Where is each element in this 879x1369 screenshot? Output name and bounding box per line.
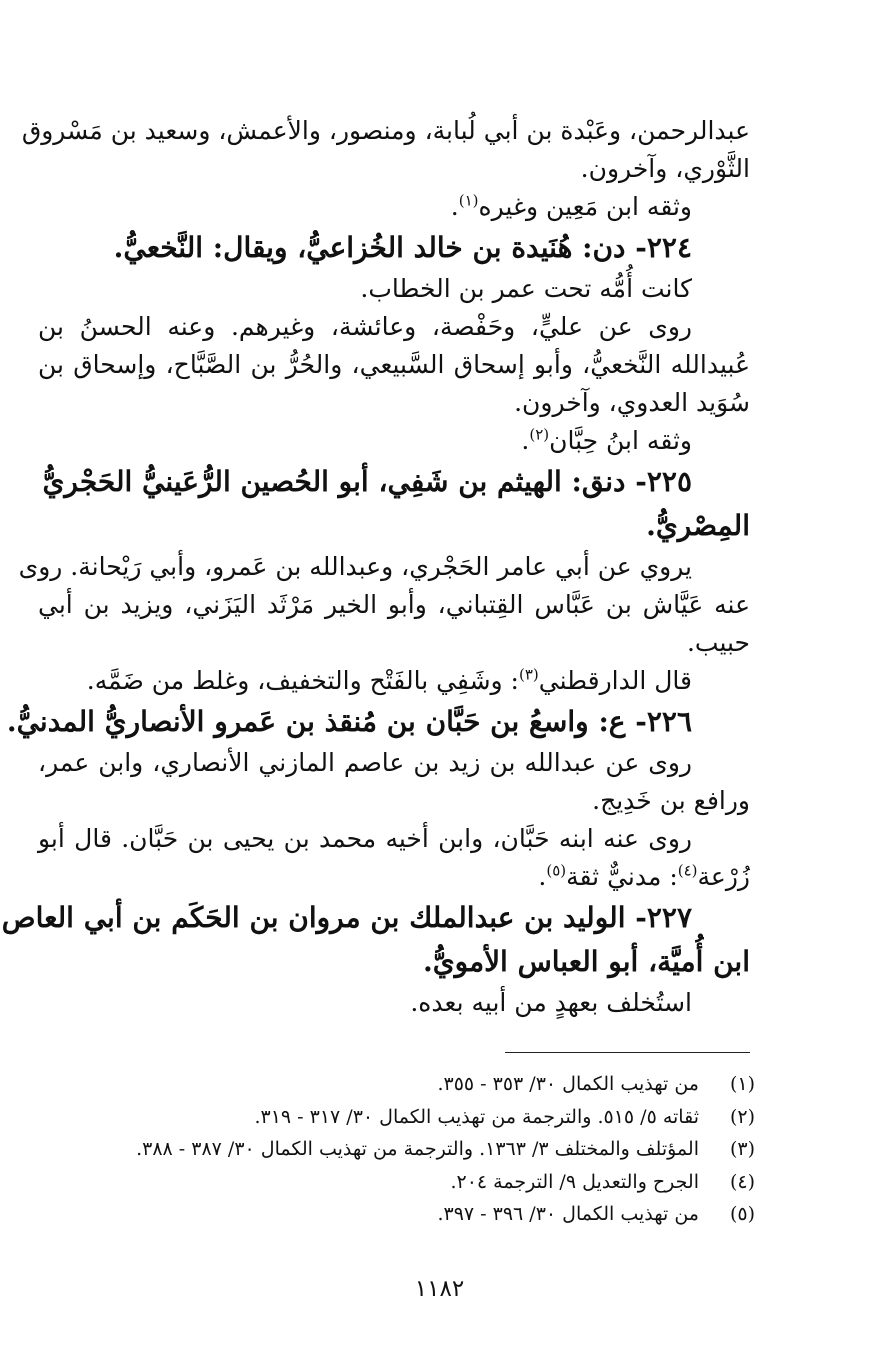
entry-heading-227 [1,896,750,940]
footnote-text: من تهذيب الكمال ٣٠/ ٣٥٣ - ٣٥٥. [437,1073,699,1095]
footnote [55,1198,755,1231]
entry-heading-225 [38,460,750,504]
footnote-ref[interactable]: (١) [458,191,479,210]
footnote-mark: (٢) [729,1105,755,1128]
entry-name: الهيثم بن شَفِي، أبو الحُصين الرُّعَينيُّ الحَجْريُّ [42,465,562,498]
footnote-ref[interactable]: (٥) [546,861,567,880]
footnote-ref[interactable]: (٢) [529,425,550,444]
text-line: يروي عن أبي عامر الحَجْري، وعبدالله بن عَمرو، وأبي رَيْحانة. روى [18,552,692,581]
text-line: استُخلف بعهدٍ من أبيه بعده. [410,988,692,1017]
entry-number: ٢٢٦- ع: [598,705,692,738]
footnote [55,1133,755,1166]
page-number: ١١٨٢ [414,1276,465,1302]
text-line: روى عن عبدالله بن زيد بن عاصم المازني الأنصاري، وابن عمر، [38,748,692,777]
footnote-mark: (٤) [729,1170,755,1193]
text-line: عُبيدالله النَّخعيُّ، وأبو إسحاق السَّبيعي، والحُرُّ بن الصَّبَّاح، وإسحاق بن [38,350,750,379]
footnote-ref[interactable]: (٣) [518,665,539,684]
main-text [1,112,750,1022]
text-line: روى عن عليٍّ، وحَفْصة، وعائشة، وغيرهم. وعنه الحسنُ بن [38,312,692,341]
entry-name: هُنَيدة بن خالد الخُزاعيُّ، ويقال: النَّخعيُّ. [113,231,573,264]
footnotes [55,1068,755,1231]
text-line: روى عنه ابنه حَبَّان، وابن أخيه محمد بن يحيى بن حَبَّان. قال أبو [38,824,692,853]
footnote-mark: (٣) [729,1138,755,1160]
entry-number: ٢٢٧- [635,901,692,934]
text-line: عنه عَيَّاش بن عَبَّاس القِتباني، وأبو الخير مَرْثَد اليَزَني، ويزيد بن أبي [38,590,750,619]
footnote [55,1068,755,1101]
text-line: حبيب. [686,628,750,657]
footnote [55,1101,755,1134]
footnote-text: المؤتلف والمختلف ٣/ ١٣٦٣. والترجمة من تهذيب الكمال ٣٠/ ٣٨٧ - ٣٨٨. [136,1138,699,1160]
text-line: الثَّوْري، وآخرون. [580,154,750,183]
text-line: كانت أُمُّه تحت عمر بن الخطاب. [360,274,692,303]
text-line: زُرْعة$^{(٤)}$: مدنيٌّ ثقة$^{(٥)}$. [538,861,750,891]
entry-name: الوليد بن عبدالملك بن مروان بن الحَكَم بن أبي العاص [1,901,626,934]
footnote [55,1166,755,1199]
entry-heading-227-cont: ابن أُميَّة، أبو العباس الأمويُّ. [422,945,750,978]
entry-heading-225-cont: المِصْريُّ. [646,509,750,542]
entry-heading-226 [6,700,750,744]
text-line: ورافع بن خَدِيج. [592,786,750,815]
text-line: قال الدارقطني$^{(٣)}$: وشَفِي بالفَتْح والتخفيف، وغلط من ضَمَّه. [86,665,692,695]
entry-heading-224 [38,226,750,270]
footnote-separator [505,1052,750,1053]
footnote-text: ثقاته ٥/ ٥١٥. والترجمة من تهذيب الكمال ٣٠/ ٣١٧ - ٣١٩. [254,1105,699,1128]
entry-number: ٢٢٥- دنق: [571,465,692,498]
footnote-text: الجرح والتعديل ٩/ الترجمة ٢٠٤. [450,1170,699,1193]
text-line: وثقه ابنُ حِبَّان$^{(٢)}$. [521,425,692,455]
footnote-mark: (١) [729,1073,755,1095]
footnote-ref[interactable]: (٤) [677,861,698,880]
text-line: وثقه ابن مَعِين وغيره$^{(١)}$. [450,191,692,221]
entry-name: واسعُ بن حَبَّان بن مُنقذ بن عَمرو الأنصاريُّ المدنيُّ. [6,705,589,738]
entry-number: ٢٢٤- دن: [582,231,692,264]
footnote-mark: (٥) [729,1203,755,1225]
text-line: عبدالرحمن، وعَبْدة بن أبي لُبابة، ومنصور، والأعمش، وسعيد بن مَسْروق [21,116,750,145]
text-line: سُوَيد العدوي، وآخرون. [514,388,750,417]
footnote-text: من تهذيب الكمال ٣٠/ ٣٩٦ - ٣٩٧. [437,1203,699,1225]
